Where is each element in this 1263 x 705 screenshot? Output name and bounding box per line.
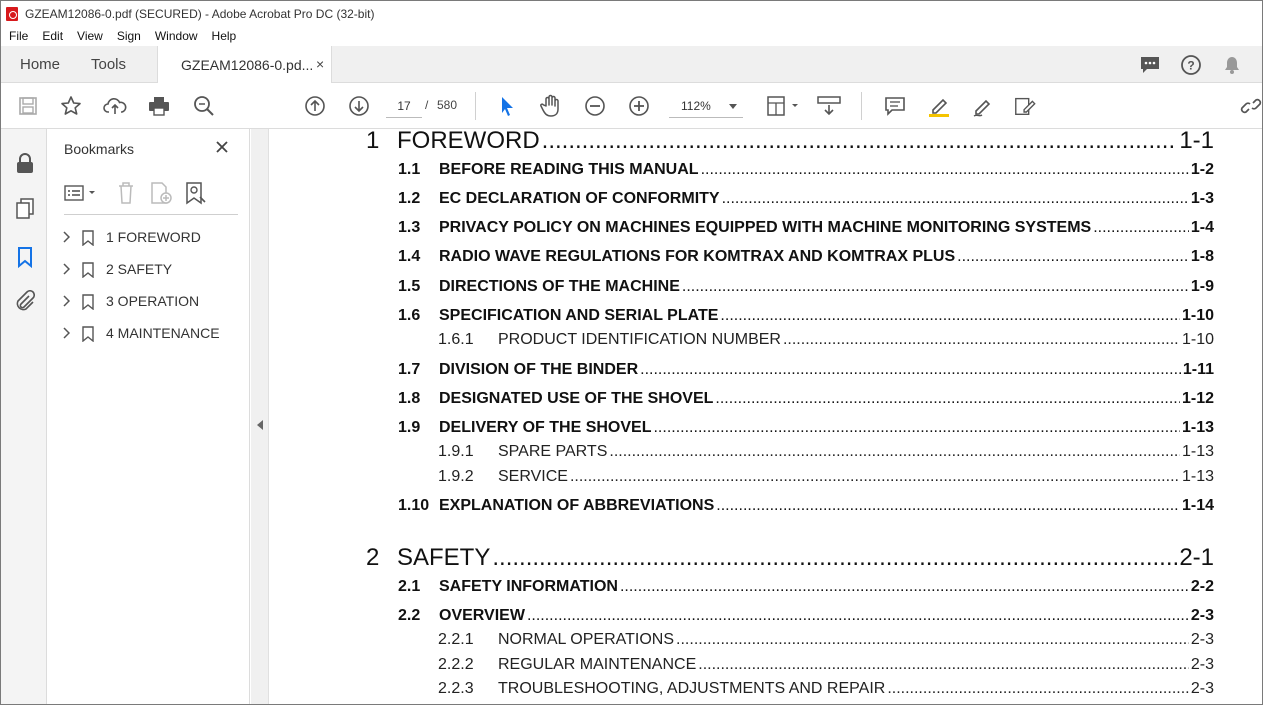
delete-bookmark-icon[interactable] — [116, 181, 136, 208]
toc-number: 1.9.1 — [438, 443, 474, 460]
toc-title: DESIGNATED USE OF THE SHOVEL — [439, 390, 714, 407]
tab-home[interactable]: Home — [20, 56, 61, 73]
toc-leader — [653, 419, 1179, 437]
print-icon[interactable] — [147, 94, 171, 118]
toc-chapter-2[interactable] — [366, 546, 1214, 572]
bookmark-search-icon[interactable] — [184, 181, 208, 208]
toc-chapter-1[interactable] — [366, 129, 1214, 155]
toc-title: SPARE PARTS — [498, 443, 608, 460]
help-icon[interactable] — [1180, 54, 1202, 76]
scrolling-mode-icon[interactable] — [817, 94, 841, 118]
toc-subsection-1-6-1[interactable] — [438, 329, 1214, 349]
toc-leader — [570, 468, 1180, 486]
toc-section-1-2[interactable] — [398, 188, 1214, 208]
bookmark-label: 1 FOREWORD — [106, 229, 201, 245]
toc-page: 1-3 — [1190, 190, 1214, 207]
toc-leader — [676, 631, 1189, 649]
toc-leader — [698, 656, 1189, 674]
toc-subsection-2-2-3[interactable] — [438, 678, 1214, 698]
toc-title: RADIO WAVE REGULATIONS FOR KOMTRAX AND KOMTRAX PLUS — [439, 248, 956, 265]
toc-title: NORMAL OPERATIONS — [498, 631, 675, 648]
toc-page: 2-3 — [1190, 631, 1214, 648]
toc-title: PRODUCT IDENTIFICATION NUMBER — [498, 331, 781, 348]
toc-number: 1.9 — [398, 419, 421, 436]
link-icon[interactable] — [1239, 94, 1263, 118]
toc-number: 1.8 — [398, 390, 421, 407]
bookmarks-panel — [48, 129, 250, 705]
bookmark-item-maintenance[interactable] — [62, 323, 220, 343]
toc-page: 2-2 — [1190, 578, 1214, 595]
toc-section-2-1[interactable] — [398, 576, 1214, 596]
toc-title: EC DECLARATION OF CONFORMITY — [439, 190, 720, 207]
collapse-panel-arrow-icon[interactable] — [257, 420, 263, 430]
page-total: 580 — [437, 98, 458, 112]
toc-section-1-8[interactable] — [398, 388, 1214, 408]
toc-section-1-9[interactable] — [398, 417, 1214, 437]
bookmarks-panel-icon[interactable] — [13, 245, 37, 269]
page-number-input[interactable]: 17 — [386, 94, 422, 118]
menu-window[interactable]: Window — [154, 29, 198, 43]
toc-title: SAFETY — [397, 546, 491, 571]
chevron-right-icon[interactable] — [62, 295, 74, 307]
toc-leader — [716, 497, 1180, 515]
toc-page: 1-9 — [1190, 278, 1214, 295]
toc-leader — [720, 307, 1180, 325]
page-fit-icon[interactable] — [765, 94, 801, 118]
toc-section-1-4[interactable] — [398, 246, 1214, 266]
tab-tools[interactable]: Tools — [91, 56, 127, 73]
fill-sign-icon[interactable] — [1013, 94, 1037, 118]
toc-page: 1-10 — [1181, 331, 1214, 348]
toc-leader — [783, 331, 1180, 349]
menu-help[interactable]: Help — [211, 29, 237, 43]
toc-leader — [957, 248, 1189, 266]
toc-number: 1.5 — [398, 278, 421, 295]
toc-title: REGULAR MAINTENANCE — [498, 656, 697, 673]
window-title: GZEAM12086-0.pdf (SECURED) - Adobe Acrobat Pro DC (32-bit) — [25, 6, 375, 21]
bookmark-icon — [82, 262, 96, 276]
toc-number: 1.3 — [398, 219, 421, 236]
toc-leader — [609, 443, 1180, 461]
menu-edit[interactable]: Edit — [42, 29, 64, 43]
bookmark-label: 2 SAFETY — [106, 261, 173, 277]
toc-page: 1-11 — [1182, 361, 1214, 378]
bookmark-label: 3 OPERATION — [106, 293, 200, 309]
toc-number: 2.2.3 — [438, 680, 474, 697]
title-bar — [1, 1, 1262, 26]
previous-page-icon[interactable] — [303, 94, 327, 118]
toc-page: 1-2 — [1190, 161, 1214, 178]
close-panel-icon[interactable] — [214, 139, 230, 155]
menu-sign[interactable]: Sign — [116, 29, 141, 43]
toc-leader — [542, 129, 1178, 155]
bookmarks-panel-title: Bookmarks — [64, 141, 135, 157]
main-toolbar — [1, 83, 1262, 129]
toc-page: 2-3 — [1190, 680, 1214, 697]
toc-number: 2 — [366, 546, 380, 571]
bookmark-item-safety[interactable] — [62, 259, 172, 279]
toc-page: 1-13 — [1181, 468, 1214, 485]
toc-leader — [701, 161, 1189, 179]
toc-subsection-2-2-2[interactable] — [438, 654, 1214, 674]
zoom-search-icon[interactable] — [192, 94, 216, 118]
chevron-right-icon[interactable] — [62, 327, 74, 339]
bookmark-options-icon[interactable] — [64, 183, 98, 206]
toc-title: DELIVERY OF THE SHOVEL — [439, 419, 652, 436]
toc-title: SERVICE — [498, 468, 568, 485]
toc-number: 1 — [366, 129, 380, 154]
toc-leader — [682, 278, 1189, 296]
toc-title: OVERVIEW — [439, 607, 525, 624]
bookmark-icon — [82, 326, 96, 340]
toc-page: 2-1 — [1179, 546, 1214, 571]
menu-view[interactable]: View — [77, 29, 103, 43]
toc-title: TROUBLESHOOTING, ADJUSTMENTS AND REPAIR — [498, 680, 886, 697]
star-bookmark-icon[interactable] — [59, 94, 83, 118]
toc-number: 1.4 — [398, 248, 421, 265]
toc-number: 2.2 — [398, 607, 421, 624]
menu-bar — [1, 26, 1262, 46]
next-page-icon[interactable] — [347, 94, 371, 118]
toc-number: 1.7 — [398, 361, 421, 378]
toc-title: DIVISION OF THE BINDER — [439, 361, 639, 378]
toc-leader — [620, 578, 1189, 596]
new-bookmark-icon[interactable] — [149, 181, 173, 208]
toc-leader — [1093, 219, 1189, 237]
toc-number: 2.1 — [398, 578, 421, 595]
bookmarks-divider — [64, 214, 238, 215]
toolbar-divider — [475, 92, 476, 120]
toc-page: 1-13 — [1181, 419, 1214, 436]
toc-title: DIRECTIONS OF THE MACHINE — [439, 278, 680, 295]
chevron-right-icon[interactable] — [62, 231, 74, 243]
navigation-pane-strip — [1, 129, 47, 705]
tab-document[interactable] — [157, 46, 332, 83]
toolbar-divider — [861, 92, 862, 120]
bookmark-item-operation[interactable] — [62, 291, 199, 311]
toc-title: EXPLANATION OF ABBREVIATIONS — [439, 497, 715, 514]
toc-number: 1.1 — [398, 161, 421, 178]
toc-number: 2.2.2 — [438, 656, 474, 673]
zoom-out-icon[interactable] — [583, 94, 607, 118]
highlight-pen-icon[interactable] — [927, 94, 951, 118]
toc-title: PRIVACY POLICY ON MACHINES EQUIPPED WITH MACHINE MONITORING SYSTEMS — [439, 219, 1092, 236]
close-tab-button[interactable]: × — [316, 56, 325, 72]
toc-number: 1.2 — [398, 190, 421, 207]
toc-number: 1.9.2 — [438, 468, 474, 485]
chevron-down-icon — [729, 104, 737, 109]
bookmark-item-foreword[interactable] — [62, 227, 201, 247]
toc-title: SAFETY INFORMATION — [439, 578, 618, 595]
draw-freehand-icon[interactable] — [971, 94, 995, 118]
tab-document-label: GZEAM12086-0.pd... — [181, 56, 314, 73]
toc-section-1-6[interactable] — [398, 305, 1214, 325]
comment-bubble-icon[interactable] — [1139, 54, 1161, 76]
toc-page: 1-14 — [1181, 497, 1214, 514]
toc-title: SPECIFICATION AND SERIAL PLATE — [439, 307, 719, 324]
toc-subsection-2-2-1[interactable] — [438, 629, 1214, 649]
tabs-row — [1, 46, 1262, 83]
toc-page: 1-1 — [1179, 129, 1214, 154]
zoom-in-icon[interactable] — [627, 94, 651, 118]
zoom-level-select[interactable] — [669, 94, 743, 118]
chevron-right-icon[interactable] — [62, 263, 74, 275]
toc-title: FOREWORD — [397, 129, 540, 154]
lock-security-icon[interactable] — [13, 151, 37, 175]
toc-leader — [640, 361, 1181, 379]
toc-section-1-3[interactable] — [398, 217, 1214, 237]
document-view[interactable] — [270, 129, 1262, 705]
toc-number: 1.10 — [398, 497, 430, 514]
toc-leader — [715, 390, 1180, 408]
toc-leader — [492, 546, 1177, 572]
notifications-bell-icon[interactable] — [1221, 54, 1243, 76]
panel-splitter[interactable] — [251, 129, 269, 705]
toc-section-2-2[interactable] — [398, 605, 1214, 625]
bookmark-label: 4 MAINTENANCE — [106, 325, 220, 341]
toc-page: 1-4 — [1190, 219, 1214, 236]
toc-page: 1-10 — [1181, 307, 1214, 324]
toc-number: 2.2.1 — [438, 631, 474, 648]
toc-number: 1.6 — [398, 307, 421, 324]
toc-title: BEFORE READING THIS MANUAL — [439, 161, 699, 178]
toc-page: 1-12 — [1181, 390, 1214, 407]
select-cursor-icon[interactable] — [495, 94, 519, 118]
upload-cloud-icon[interactable] — [103, 94, 127, 118]
bookmark-icon — [82, 230, 96, 244]
header-right-icons — [1139, 46, 1262, 83]
toc-leader — [887, 680, 1189, 698]
toc-page: 2-3 — [1190, 656, 1214, 673]
save-icon[interactable] — [16, 94, 40, 118]
toc-page: 1-13 — [1181, 443, 1214, 460]
hand-tool-icon[interactable] — [539, 94, 563, 118]
toc-section-1-5[interactable] — [398, 276, 1214, 296]
attachments-paperclip-icon[interactable] — [13, 289, 37, 313]
toc-section-1-10[interactable] — [398, 495, 1214, 515]
zoom-level-value: 112% — [681, 99, 711, 113]
toc-leader — [722, 190, 1189, 208]
bookmarks-toolbar — [64, 179, 238, 207]
bookmark-icon — [82, 294, 96, 308]
toc-number: 1.6.1 — [438, 331, 474, 348]
add-comment-icon[interactable] — [883, 94, 907, 118]
toc-page: 1-8 — [1190, 248, 1214, 265]
toc-section-1-1[interactable] — [398, 159, 1214, 179]
menu-file[interactable]: File — [9, 29, 29, 43]
svg-text:?: ? — [1187, 58, 1195, 72]
toc-section-1-7[interactable] — [398, 359, 1214, 379]
toc-subsection-1-9-1[interactable] — [438, 441, 1214, 461]
page-separator: / — [425, 98, 429, 112]
toc-subsection-1-9-2[interactable] — [438, 466, 1214, 486]
toc-page: 2-3 — [1190, 607, 1214, 624]
toc-leader — [527, 607, 1189, 625]
page-thumbnails-icon[interactable] — [13, 197, 37, 221]
acrobat-icon — [6, 7, 18, 21]
